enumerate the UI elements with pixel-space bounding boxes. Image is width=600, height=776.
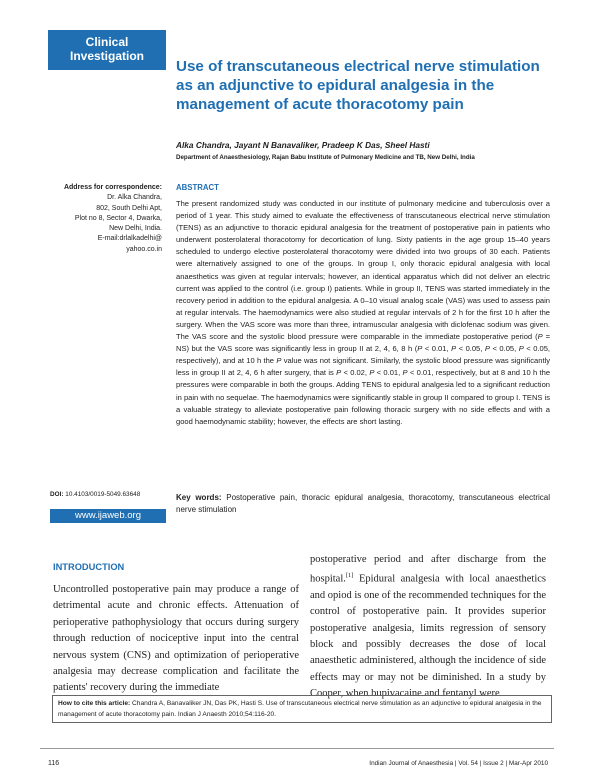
abstract-text [176, 198, 550, 428]
doi-value: 10.4103/0019-5049.63648 [65, 491, 141, 498]
correspondence-line: 802, South Delhi Apt, [96, 204, 162, 212]
doi-line [50, 491, 165, 498]
introduction-left-column: Uncontrolled postoperative pain may produce a range of detrimental acute and chronic effects. Attenuation of perioperative pathophysiology that occurs during surgery through reduction of nociceptive input into the central nervous system (CNS) and optimization of perioperative analgesia may decrease complication and facilitate the patients' recovery during the immediate [53, 584, 299, 694]
abstract-segment: The present randomized study was conducted in our institute of pulmonary medicine and tuberculosis over a period of 1 year. This study aimed to evaluate the effectiveness of transcutaneous electrical nerve stimulation (TENS) as an adjunctive to thoracic epidural analgesia for the treatment of postoperative pain in patients who underwent posterolateral thoracotomy for decortication of lung. Sixty patients in the age group 15–40 years scheduled to undergo elective posterolateral thoracotomy were divided into two groups of 30 each. Patients were alternatively assigned to one of the groups. In group I, only thoracic epidural analgesia with local anaesthetics was given at regular intervals; however, an identical apparatus which did not deliver an electric current was applied to the control (i.e. group I) patients. While in group II, TENS was started immediately in the recovery period in addition to the epidural analgesia. A 0–10 visual analog scale (VAS) was used to assess pain at regular intervals. The haemodynamics were also studied at regular intervals of 2 h for the first 10 h after the surgery. When the VAS score was more than three, intramuscular analgesia with diclofenac sodium was given. The VAS score and the systolic blood pressure were comparable in the immediate postoperative period ( [176, 199, 550, 342]
keywords-text: Postoperative pain, thoracic epidural analgesia, thoracotomy, transcutaneous electrical nerve stimulation [176, 493, 550, 514]
abstract-segment: < 0.01, [374, 368, 403, 378]
affiliation: Department of Anaesthesiology, Rajan Babu Institute of Pulmonary Medicine and TB, New Delhi, India [176, 154, 475, 161]
abstract-heading: ABSTRACT [176, 183, 219, 192]
correspondence-heading: Address for correspondence: [63, 184, 162, 191]
keywords [176, 492, 550, 516]
abstract-segment: < 0.02, [341, 368, 370, 378]
citation-box [52, 695, 552, 723]
author-list: Alka Chandra, Jayant N Banavaliker, Pradeep K Das, Sheel Hasti [176, 140, 430, 150]
footer-divider [40, 748, 554, 749]
doi-label: DOI: [50, 491, 64, 498]
keywords-label: Key words: [176, 493, 222, 502]
introduction-right-column [310, 552, 546, 702]
p-symbol: P [417, 344, 423, 354]
section-badge [48, 30, 166, 70]
article-title: Use of transcutaneous electrical nerve stimulation as an adjunctive to epidural analgesia in the management of acute thoracotomy pain [176, 58, 540, 113]
section-badge-line2: Investigation [69, 49, 144, 63]
reference-link[interactable]: [1] [345, 572, 354, 580]
p-symbol: P [402, 368, 408, 378]
correspondence-email-domain: yahoo.co.in [126, 245, 162, 253]
p-symbol: P [537, 332, 543, 342]
correspondence-block [20, 183, 162, 255]
journal-website-link[interactable]: www.ijaweb.org [50, 509, 166, 523]
abstract-segment: < 0.05, [489, 344, 519, 354]
citation-label: How to cite this article: [58, 700, 131, 707]
correspondence-line: New Delhi, India. [109, 225, 162, 233]
journal-footer: Indian Journal of Anaesthesia | Vol. 54 | Issue 2 | Mar-Apr 2010 [369, 760, 548, 767]
page-number: 116 [48, 760, 60, 767]
abstract-segment: < 0.05, [456, 344, 485, 354]
intro-segment: postoperative period and after discharge from the hospital. [310, 554, 546, 585]
p-symbol: P [451, 344, 457, 354]
correspondence-line: Dr. Alka Chandra, [107, 194, 162, 202]
abstract-segment: < 0.01, [422, 344, 452, 354]
abstract-segment: < 0.01, respectively, but at 8 and 10 h the pressures were comparable in both the groups. Adding TENS to epidural analgesia led to a significant reduction in pain with no sequelae. The haemodynamics were significantly stable in group II compared to group I. TENS is a valuable strategy to alleviate postoperative pain following thoracic surgery with no side effects and with a good haemodynamic stability; however, the effects are short lasting. [176, 368, 551, 426]
citation-text: Chandra A, Banavaliker JN, Das PK, Hasti S. Use of transcutaneous electrical nerve stimulation as an adjunctive to epidural analgesia in the management of acute thoracotomy pain. Indian J Anaesth 2010;54:116-20. [58, 700, 542, 718]
p-symbol: P [276, 356, 282, 366]
abstract-segment: < 0.05, respectively), and at 10 h the [176, 344, 551, 366]
introduction-heading: INTRODUCTION [53, 562, 125, 572]
p-symbol: P [484, 344, 490, 354]
p-symbol: P [336, 368, 342, 378]
abstract-segment: = NS) but the VAS score was significantly less in group II at 2, 4, 6, 8 h ( [176, 332, 550, 354]
abstract-segment: value was not significant. Similarly, the systolic blood pressure was significantly less in group II at 2, 4, 6 h after surgery, that is [176, 356, 550, 378]
p-symbol: P [518, 344, 524, 354]
intro-segment: Epidural analgesia with local anaesthetics and opiod is one of the recommended techniques for the control of postoperative pain. It provides superior postoperative analgesia, limits regression of sensory block and possibly decreases the dose of local anaesthetic administered, although the incidence of side effects may or may not be diminished. In a study by Cooper, when bupivacaine and fentanyl were [310, 573, 546, 699]
section-badge-line1: Clinical [85, 35, 129, 49]
correspondence-line: Plot no 8, Sector 4, Dwarka, [74, 214, 162, 222]
p-symbol: P [369, 368, 375, 378]
correspondence-email: E-mail:drlalkadelhi@ [97, 235, 162, 243]
